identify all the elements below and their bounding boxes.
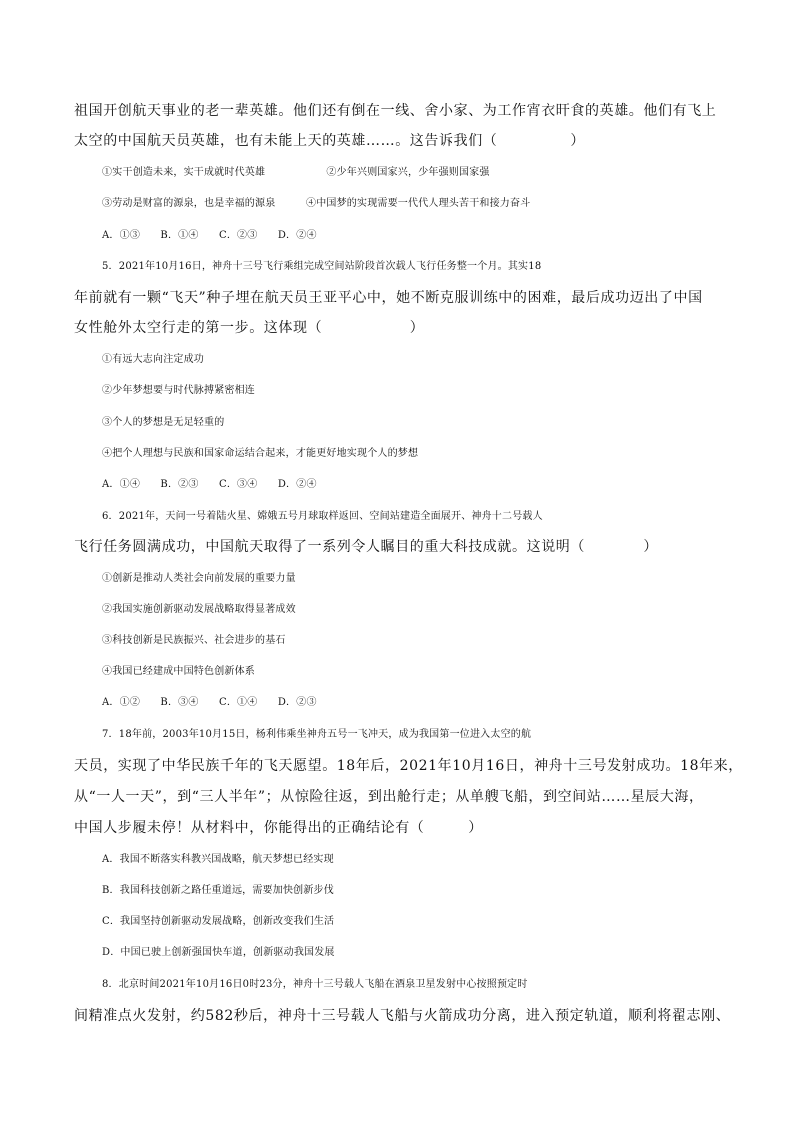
- option-line: ②我国实施创新驱动发展战略取得显著成效: [102, 604, 296, 615]
- option-line: C．我国坚持创新驱动发展战略，创新改变我们生活: [102, 916, 335, 927]
- answer-choices: A．①④ B．②③ C．③④ D．②④: [102, 479, 317, 490]
- option-line: ④把个人理想与民族和国家命运结合起来，才能更好地实现个人的梦想: [102, 448, 419, 459]
- text-line: 太空的中国航天员英雄，也有未能上天的英雄……。这告诉我们（ ）: [74, 133, 585, 149]
- text-line: 年前就有一颗“飞天”种子埋在航天员王亚平心中，她不断克服训练中的困难，最后成功迈出了中国: [74, 290, 703, 306]
- option-line: ④我国已经建成中国特色创新体系: [102, 666, 255, 677]
- question-6-text: 6．2021年，天问一号着陆火星、嫦娥五号月球取样返回、空间站建造全面展开、神舟十二号载人: [102, 511, 543, 522]
- option-line: D．中国已驶上创新强国快车道，创新驱动我国发展: [102, 947, 335, 958]
- option-line: ①有远大志向注定成功: [102, 354, 204, 365]
- option-line: ①实干创造未来，实干成就时代英雄 ②少年兴则国家兴，少年强则国家强: [102, 167, 490, 178]
- text-line: 从“一人一天”，到“三人半年”；从惊险往返，到出舱行走；从单艘飞船，到空间站……星辰大海，: [74, 789, 704, 805]
- answer-choices: A．①③ B．①④ C．②③ D．②④: [102, 230, 317, 241]
- text-line: 女性舱外太空行走的第一步。这体现（ ）: [74, 320, 425, 336]
- question-7-text: 7．18年前，2003年10月15日，杨利伟乘坐神舟五号一飞冲天，成为我国第一位进入太空的航: [102, 729, 532, 740]
- option-line: B．我国科技创新之路任重道远，需要加快创新步伐: [102, 885, 334, 896]
- option-line: ③科技创新是民族振兴、社会进步的基石: [102, 635, 286, 646]
- option-line: ②少年梦想要与时代脉搏紧密相连: [102, 385, 255, 396]
- option-line: ③个人的梦想是无足轻重的: [102, 417, 225, 428]
- question-5-text: 5．2021年10月16日，神舟十三号飞行乘组完成空间站阶段首次载人飞行任务整一个月。其实18: [102, 261, 542, 272]
- text-line: 天员，实现了中华民族千年的飞天愿望。18年后，2021年10月16日，神舟十三号发射成功。18年来，: [74, 758, 743, 774]
- text-line: 祖国开创航天事业的老一辈英雄。他们还有倒在一线、舍小家、为工作宵衣旰食的英雄。他们有飞上: [74, 103, 717, 119]
- option-line: A．我国不断落实科教兴国战略，航天梦想已经实现: [102, 854, 334, 865]
- option-line: ①创新是推动人类社会向前发展的重要力量: [102, 573, 296, 584]
- text-line: 间精准点火发射，约582秒后，神舟十三号载人飞船与火箭成功分离，进入预定轨道，顺利将翟志刚、: [74, 1008, 731, 1024]
- question-8-text: 8．北京时间2021年10月16日0时23分，神舟十三号载人飞船在酒泉卫星发射中心按照预定时: [102, 979, 528, 990]
- text-line: 中国人步履未停！从材料中，你能得出的正确结论有（ ）: [74, 820, 483, 836]
- option-line: ③劳动是财富的源泉，也是幸福的源泉 ④中国梦的实现需要一代代人理头苦干和接力奋斗: [102, 198, 531, 209]
- answer-choices: A．①② B．③④ C．①④ D．②③: [102, 697, 317, 708]
- text-line: 飞行任务圆满成功，中国航天取得了一系列令人瞩目的重大科技成就。这说明（ ）: [74, 539, 658, 555]
